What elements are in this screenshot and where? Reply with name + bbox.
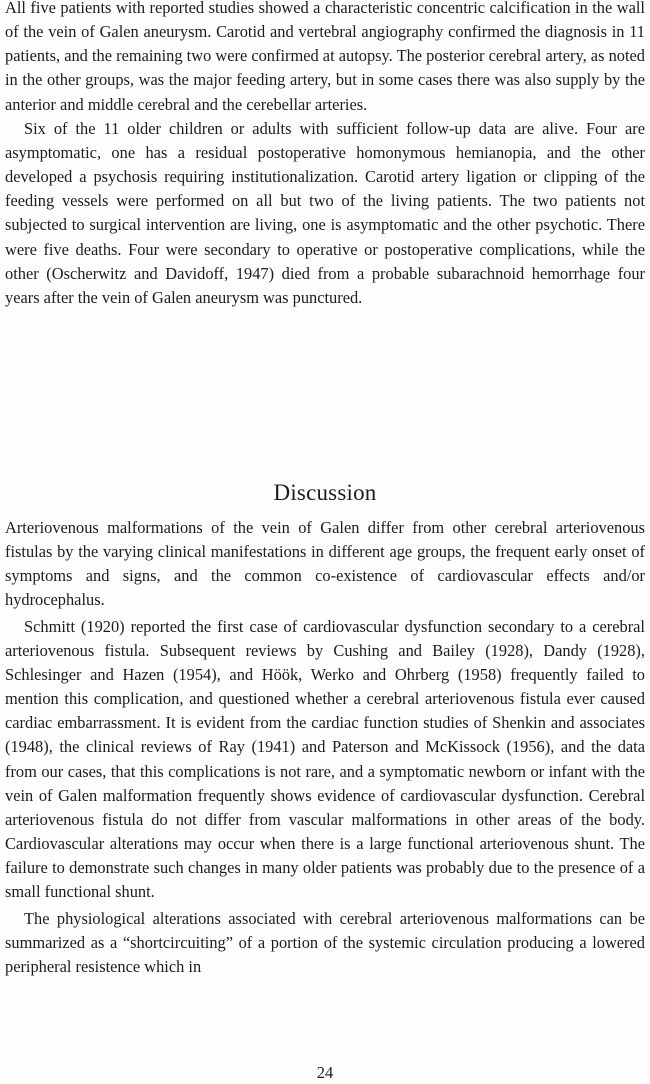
discussion-paragraph-intro: Arteriovenous malformations of the vein of Galen differ from other cerebral arteriovenous fistulas by the varying clinical manifestations in different age groups, the frequent early onset of symptoms and signs, and the common co-existence of cardiovascular effects and/or hydrocephalus. <box>5 518 645 610</box>
results-paragraph-follow-up: Six of the 11 older children or adults with sufficient follow-up data are alive. Four are asymptomatic, one has a residual postoperative homonymous hemianopia, and the other developed a psychosis requiring institutionalization. Carotid artery ligation or clipping of the feeding vessels were performed on all but two of the living patients. The two patients not subjected to surgical intervention are living, one is asymptomatic and the other psychotic. There were five deaths. Four were secondary to operative or postoperative complications, while the other (Oscherwitz and Davidoff, 1947) died from a probable subarachnoid hemorrhage four years after the vein of Galen aneurysm was punctured. <box>5 118 645 307</box>
discussion-paragraph-physiology: The physiological alterations associated with cerebral arteriovenous malformations can be summarized as a “shortcircuiting” of a portion of the systemic circulation producing a lowered peripheral resistence which in <box>5 908 645 976</box>
discussion-paragraph-cardiovascular: Schmitt (1920) reported the first case of cardiovascular dysfunction secondary to a cerebral arteriovenous fistula. Subsequent reviews by Cushing and Bailey (1928), Dandy (1928), Schlesinger and Hazen (1954), and Höök, Werko and Ohrberg (1958) frequently failed to mention this complication, and questioned whether a cerebral arteriovenous fistula ever caused cardiac embarrassment. It is evident from the cardiac function studies of Shenkin and associates (1948), the clinical reviews of Ray (1941) and Paterson and McKissock (1956), and the data from our cases, that this complications is not rare, and a symptomatic newborn or infant with the vein of Galen malformation frequently shows evidence of cardiovascular dysfunction. Cerebral arteriovenous fistula do not differ from vascular malformations in other areas of the body. Cardiovascular alterations may occur when there is a large functional arteriovenous shunt. The failure to demonstrate such changes in many older patients was probably due to the presence of a small functional shunt. <box>5 616 645 902</box>
results-section <box>5 0 645 310</box>
page-number: 24 <box>316 1063 334 1082</box>
results-paragraph-calcification: All five patients with reported studies showed a characteristic concentric calcification in the wall of the vein of Galen aneurysm. Carotid and vertebral angiography confirmed the diagnosis in 11 patients, and the remaining two were confirmed at autopsy. The posterior cerebral artery, as noted in the other groups, was the major feeding artery, but in some cases there was also supply by the anterior and middle cerebral and the cerebellar arteries. <box>5 0 645 114</box>
section-heading-discussion: Discussion <box>273 480 377 505</box>
discussion-section <box>5 516 645 979</box>
